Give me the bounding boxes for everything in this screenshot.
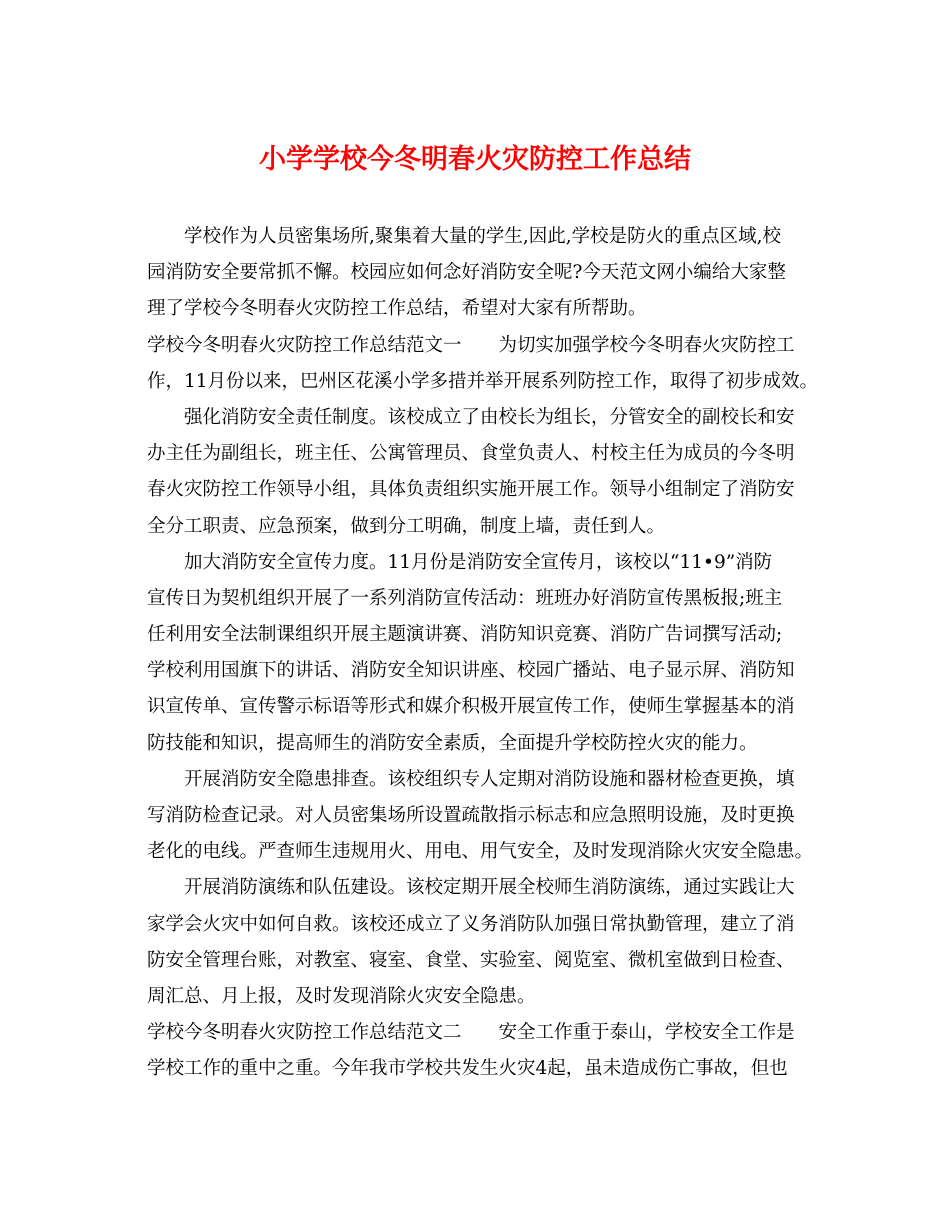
paragraph-line: 理了学校今冬明春火灾防控工作总结，希望对大家有所帮助。 <box>147 298 647 320</box>
paragraph-line: 识宣传单、宣传警示标语等形式和媒介积极开展宣传工作，使师生掌握基本的消 <box>147 696 795 718</box>
paragraph-line: 春火灾防控工作领导小组，具体负责组织实施开展工作。领导小组制定了消防安 <box>147 479 795 501</box>
paragraph-line: 全分工职责、应急预案，做到分工明确，制度上墙，责任到人。 <box>147 515 666 537</box>
paragraph-line: 学校作为人员密集场所,聚集着大量的学生,因此,学校是防火的重点区域,校 <box>184 226 782 247</box>
paragraph-line: 加大消防安全宣传力度。11月份是消防安全宣传月，该校以“11•9”消防 <box>184 551 773 573</box>
section-heading-line: 学校今冬明春火灾防控工作总结范文一 为切实加强学校今冬明春火灾防控工 <box>147 334 795 356</box>
section-heading-line: 学校今冬明春火灾防控工作总结范文二 安全工作重于泰山，学校安全工作是 <box>147 1022 795 1044</box>
paragraph-line: 周汇总、月上报，及时发现消除火灾安全隐患。 <box>147 985 536 1007</box>
paragraph-line: 任利用安全法制课组织开展主题演讲赛、消防知识竞赛、消防广告词撰写活动; <box>147 624 783 646</box>
paragraph-line: 园消防安全要常抓不懈。校园应如何念好消防安全呢?今天范文网小编给大家整 <box>147 262 786 284</box>
paragraph-line: 开展消防安全隐患排查。该校组织专人定期对消防设施和器材检查更换，填 <box>184 768 795 790</box>
paragraph-line: 老化的电线。严查师生违规用火、用电、用气安全，及时发现消除火灾安全隐患。 <box>147 841 814 863</box>
paragraph-line: 防技能和知识，提高师生的消防安全素质，全面提升学校防控火灾的能力。 <box>147 732 758 754</box>
paragraph-line: 宣传日为契机组织开展了一系列消防宣传活动：班班办好消防宣传黑板报;班主 <box>147 587 783 609</box>
document-title: 小学学校今冬明春火灾防控工作总结 <box>259 144 691 175</box>
paragraph-line: 强化消防安全责任制度。该校成立了由校长为组长，分管安全的副校长和安 <box>184 406 795 428</box>
paragraph-line: 开展消防演练和队伍建设。该校定期开展全校师生消防演练，通过实践让大 <box>184 877 795 899</box>
paragraph-line: 防安全管理台账，对教室、寝室、食堂、实验室、阅览室、微机室做到日检查、 <box>147 949 795 971</box>
paragraph-line: 学校利用国旗下的讲话、消防安全知识讲座、校园广播站、电子显示屏、消防知 <box>147 660 795 682</box>
paragraph-line: 学校工作的重中之重。今年我市学校共发生火灾4起，虽未造成伤亡事故，但也 <box>147 1058 788 1080</box>
paragraph-line: 办主任为副组长，班主任、公寓管理员、食堂负责人、村校主任为成员的今冬明 <box>147 443 795 465</box>
paragraph-line: 家学会火灾中如何自救。该校还成立了义务消防队加强日常执勤管理，建立了消 <box>147 913 795 935</box>
paragraph-line: 写消防检查记录。对人员密集场所设置疏散指示标志和应急照明设施，及时更换 <box>147 805 795 826</box>
document-body <box>147 219 827 1088</box>
paragraph-line: 作，11月份以来，巴州区花溪小学多措并举开展系列防控工作，取得了初步成效。 <box>147 370 819 392</box>
